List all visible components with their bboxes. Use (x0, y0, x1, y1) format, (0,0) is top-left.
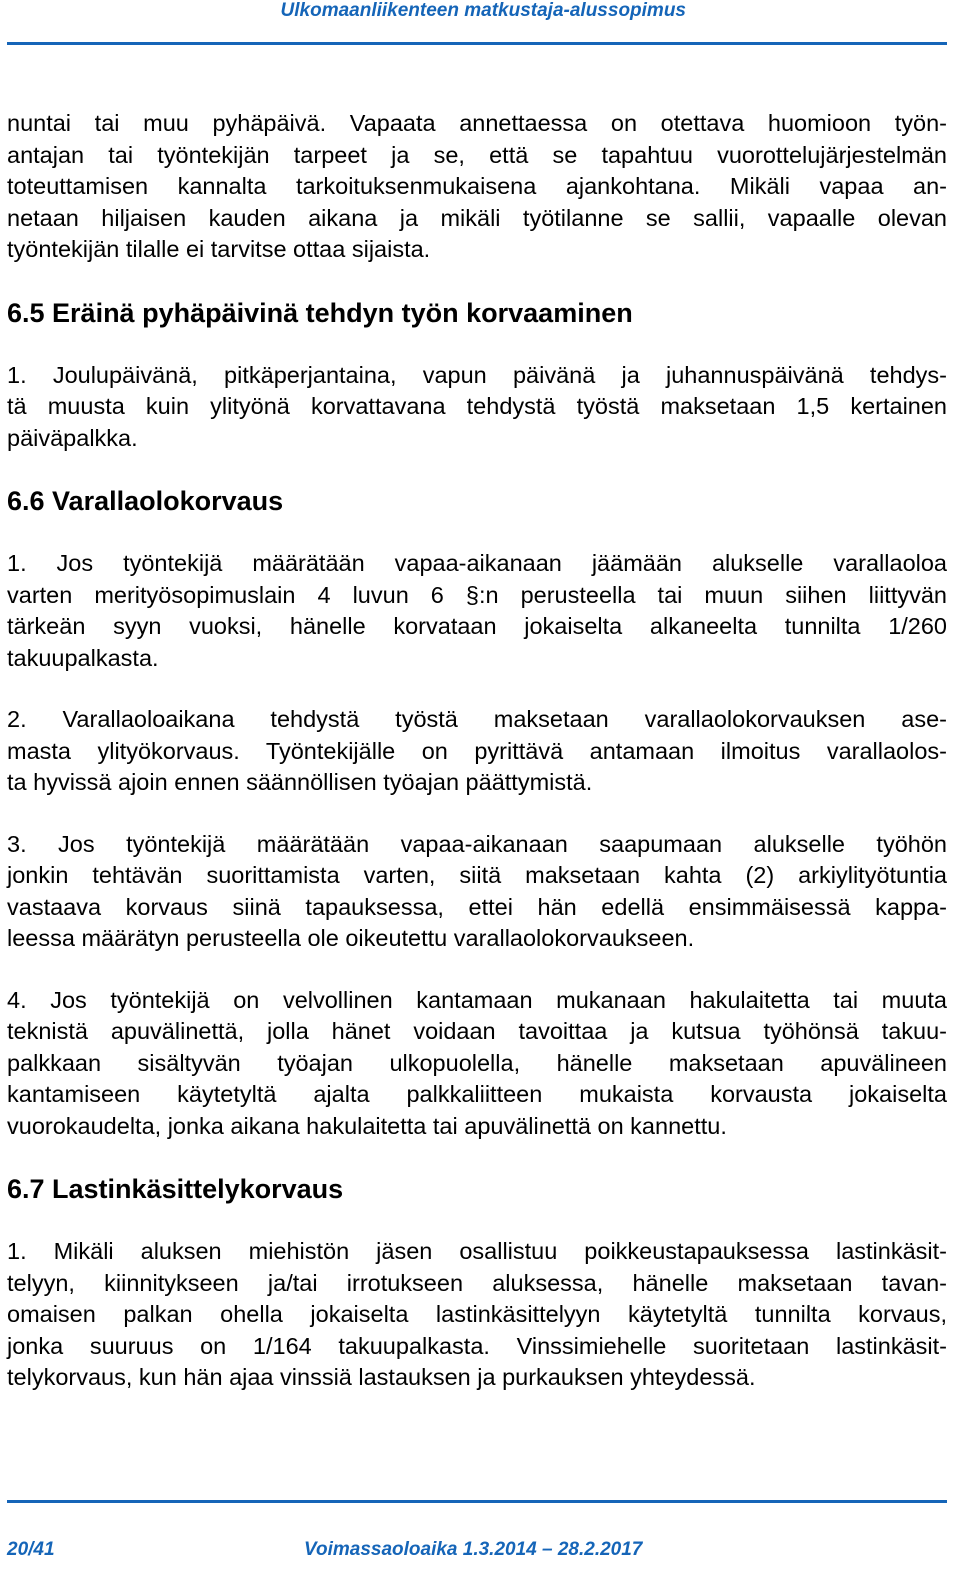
paragraph-6-6-4 (7, 985, 947, 1143)
validity-period: Voimassaoloaika 1.3.2014 – 28.2.2017 (304, 1539, 643, 1560)
document-body (7, 108, 947, 1424)
text-line: varten merityösopimuslain 4 luvun 6 §:n perusteella tai muun siihen liittyvän (7, 581, 947, 608)
text-line: jonkin tehtävän suorittamista varten, siitä maksetaan kahta (2) arkiylityötuntia (7, 862, 947, 888)
text-line: työntekijän tilalle ei tarvitse ottaa sijaista. (7, 236, 431, 262)
text-line: masta ylityökorvaus. Työntekijälle on pyrittävä antamaan ilmoitus varallaolos- (7, 737, 947, 764)
text-line: telyyn, kiinnitykseen ja/tai irrotukseen aluksessa, hänelle maksetaan tavan- (7, 1269, 947, 1296)
paragraph-6-7-1 (7, 1236, 947, 1394)
section-heading-6-5: 6.5 Eräinä pyhäpäivinä tehdyn työn korvaaminen (7, 297, 633, 328)
text-line: vuorokaudelta, jonka aikana hakulaitetta tai apuvälinettä on kannettu. (7, 1112, 727, 1139)
text-line: leessa määrätyn perusteella ole oikeutettu varallaolokorvaukseen. (7, 925, 695, 951)
text-line: vastaava korvaus siinä tapauksessa, ettei hän edellä ensimmäisessä kappa- (7, 893, 947, 920)
text-line: 1. Mikäli aluksen miehistön jäsen osallistuu poikkeustapauksessa lastinkäsit- (7, 1238, 947, 1264)
text-line: toteuttamisen kannalta tarkoituksenmukaisena ajankohtana. Mikäli vapaa an- (7, 173, 947, 199)
paragraph-6-6-3 (7, 829, 947, 955)
text-line: jonka suuruus on 1/164 takuupalkasta. Vinssimiehelle suoritetaan lastinkäsit- (7, 1332, 947, 1359)
header-divider (7, 42, 947, 45)
paragraph-6-6-1 (7, 548, 947, 674)
text-line: kantamiseen käytetyltä ajalta palkkaliitteen mukaista korvausta jokaiselta (7, 1081, 947, 1107)
text-line: teknistä apuvälinettä, jolla hänet voidaan tavoittaa ja kutsua työhönsä takuu- (7, 1018, 947, 1044)
text-line: tä muusta kuin ylityönä korvattavana tehdystä työstä maksetaan 1,5 kertainen (7, 393, 947, 419)
text-line: päiväpalkka. (7, 424, 138, 451)
text-line: palkkaan sisältyvän työajan ulkopuolella, hänelle maksetaan apuvälineen (7, 1049, 947, 1076)
text-line: ta hyvissä ajoin ennen säännöllisen työajan päättymistä. (7, 769, 593, 795)
text-line: netaan hiljaisen kauden aikana ja mikäli työtilanne se sallii, vapaalle olevan (7, 204, 947, 231)
text-line: 4. Jos työntekijä on velvollinen kantamaan mukanaan hakulaitetta tai muuta (7, 986, 947, 1013)
text-line: nuntai tai muu pyhäpäivä. Vapaata annettaessa on otettava huomioon työn- (7, 110, 947, 136)
section-heading-6-6: 6.6 Varallaolokorvaus (7, 486, 284, 516)
document-header-title: Ulkomaanliikenteen matkustaja-alussopimus (280, 0, 686, 21)
text-line: takuupalkasta. (7, 644, 159, 671)
section-heading-6-7: 6.7 Lastinkäsittelykorvaus (7, 1174, 344, 1204)
text-line: 1. Joulupäivänä, pitkäperjantaina, vapun päivänä ja juhannuspäivänä tehdys- (7, 361, 947, 388)
text-line: antajan tai työntekijän tarpeet ja se, että se tapahtuu vuorottelujärjestelmän (7, 141, 947, 168)
paragraph-6-6-2 (7, 704, 947, 799)
text-line: 2. Varallaoloaikana tehdystä työstä maksetaan varallaolokorvauksen ase- (7, 706, 947, 732)
text-line: tärkeän syyn vuoksi, hänelle korvataan jokaiselta alkaneelta tunnilta 1/260 (7, 613, 947, 639)
text-line: 3. Jos työntekijä määrätään vapaa-aikanaan saapumaan alukselle työhön (7, 830, 947, 857)
text-line: 1. Jos työntekijä määrätään vapaa-aikanaan jäämään alukselle varallaoloa (7, 550, 947, 576)
page-number: 20/41 (7, 1539, 55, 1560)
footer-divider (7, 1500, 947, 1503)
text-line: telykorvaus, kun hän ajaa vinssiä lastauksen ja purkauksen yhteydessä. (7, 1364, 756, 1390)
text-line: omaisen palkan ohella jokaiselta lastinkäsittelyyn käytetyltä tunnilta korvaus, (7, 1301, 947, 1327)
paragraph-6-5-1 (7, 360, 947, 455)
paragraph-continuation (7, 108, 947, 266)
